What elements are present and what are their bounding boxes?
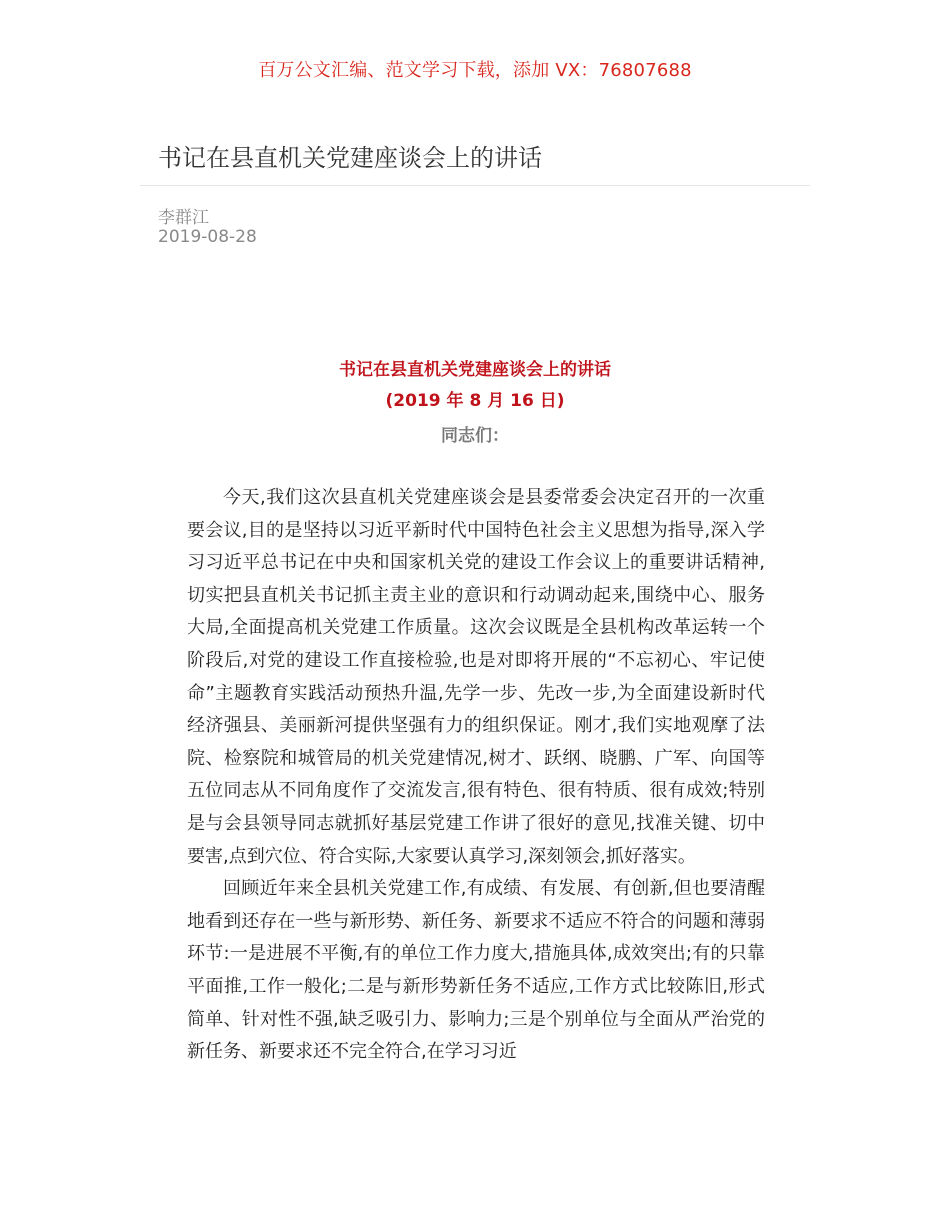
- title-divider: [140, 185, 810, 186]
- document-heading-date: (2019 年 8 月 16 日): [385, 391, 565, 411]
- document-salutation: 同志们：: [441, 426, 509, 446]
- promo-banner: 百万公文汇编、范文学习下载，添加 VX：76807688: [258, 60, 692, 81]
- document-body: [187, 482, 765, 1069]
- document-heading: 书记在县直机关党建座谈会上的讲话: [339, 360, 611, 380]
- article-author: 李群江: [158, 208, 209, 228]
- article-date: 2019-08-28: [158, 227, 257, 247]
- body-paragraph: 今天,我们这次县直机关党建座谈会是县委常委会决定召开的一次重要会议,目的是坚持以习近平新时代中国特色社会主义思想为指导,深入学习习近平总书记在中央和国家机关党的建设工作会议上的重要讲话精神,切实把县直机关书记抓主责主业的意识和行动调动起来,围绕中心、服务大局,全面提高机关党建工作质量。这次会议既是全县机构改革运转一个阶段后,对党的建设工作直接检验,也是对即将开展的“不忘初心、牢记使命”主题教育实践活动预热升温,先学一步、先改一步,为全面建设新时代经济强县、美丽新河提供坚强有力的组织保证。刚才,我们实地观摩了法院、检察院和城管局的机关党建情况,树才、跃纲、晓鹏、广军、向国等五位同志从不同角度作了交流发言,很有特色、很有特质、很有成效;特别是与会县领导同志就抓好基层党建工作讲了很好的意见,找准关键、切中要害,点到穴位、符合实际,大家要认真学习,深刻领会,抓好落实。: [187, 487, 765, 867]
- body-paragraph: 回顾近年来全县机关党建工作,有成绩、有发展、有创新,但也要清醒地看到还存在一些与新形势、新任务、新要求不适应不符合的问题和薄弱环节:一是进展不平衡,有的单位工作力度大,措施具体,成效突出;有的只靠平面推,工作一般化;二是与新形势新任务不适应,工作方式比较陈旧,形式简单、针对性不强,缺乏吸引力、影响力;三是个别单位与全面从严治党的新任务、新要求还不完全符合,在学习习近: [187, 878, 765, 1063]
- page-title: 书记在县直机关党建座谈会上的讲话: [158, 144, 542, 172]
